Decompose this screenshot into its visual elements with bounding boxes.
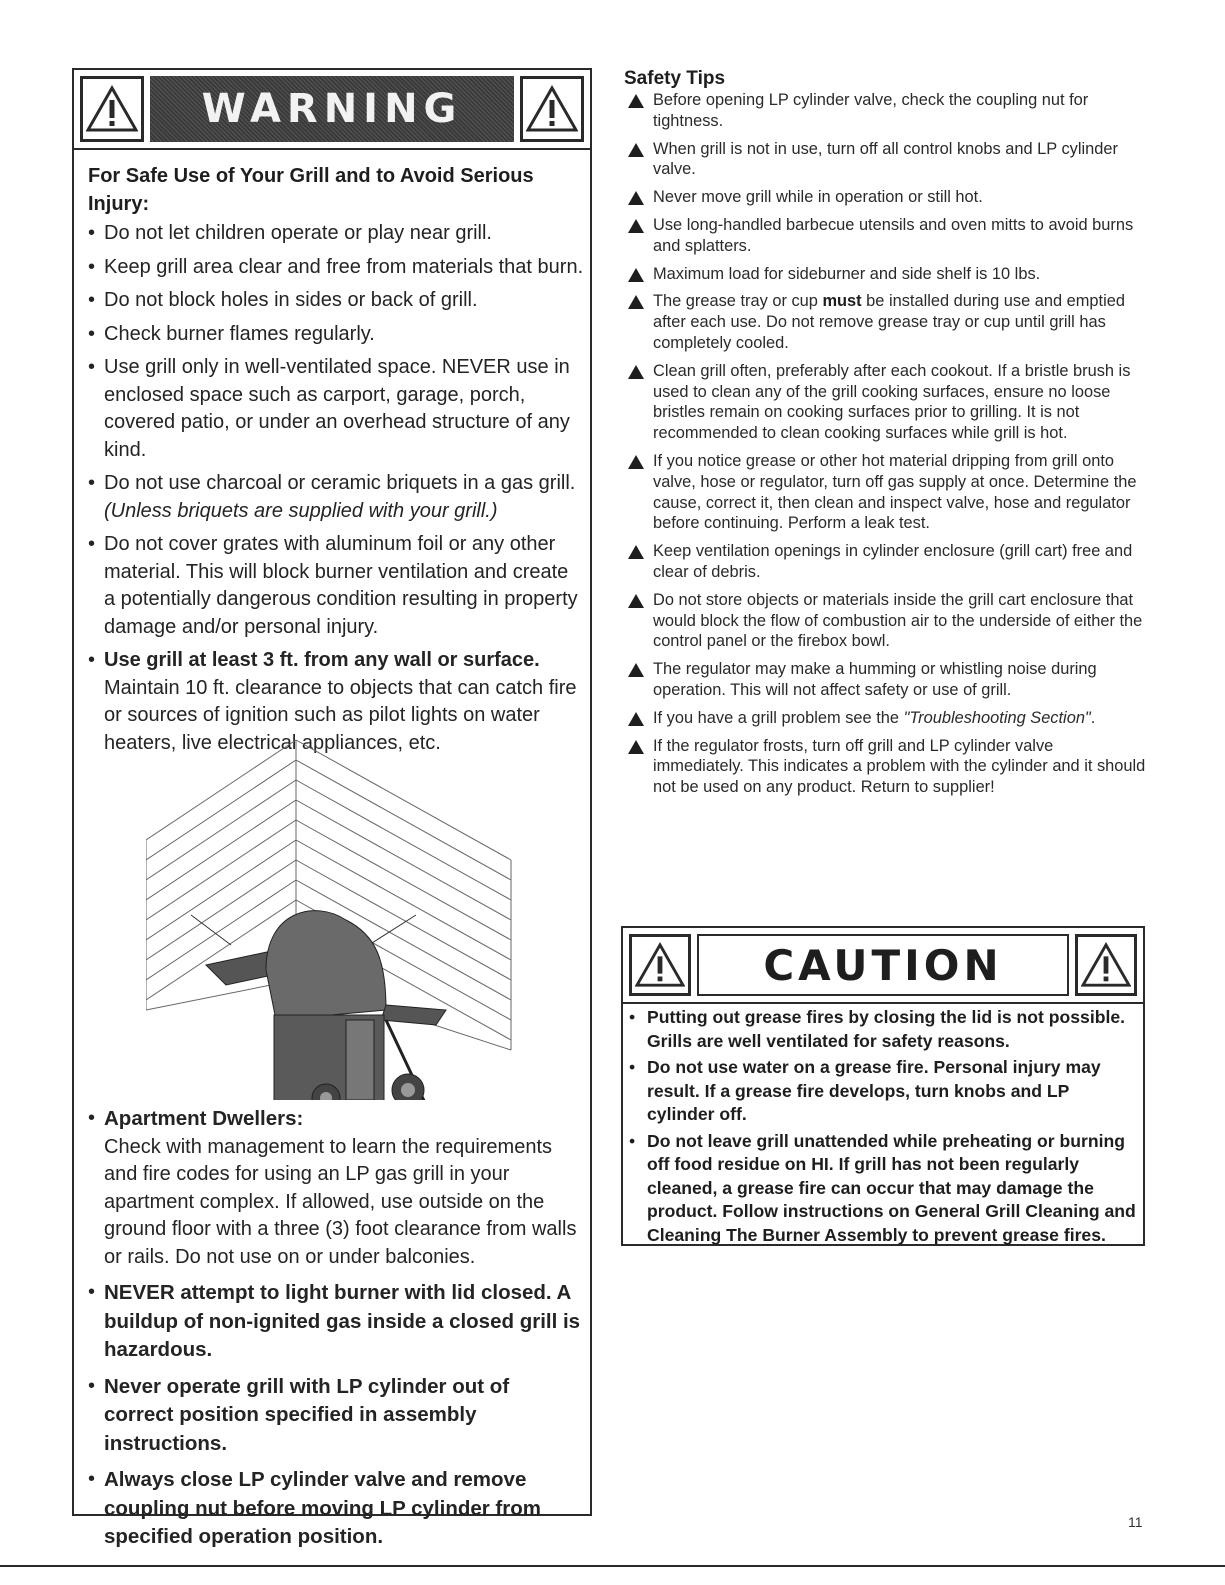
triangle-bullet-icon <box>628 219 644 233</box>
list-item <box>624 451 1146 534</box>
list-item <box>88 1279 584 1365</box>
list-item <box>88 1105 584 1271</box>
warning-item-text: Do not let children operate or play near grill. <box>104 222 492 244</box>
warning-item-text: Check with management to learn the requirements and fire codes for using an LP gas grill in your apartment complex. If allowed, use outside on the ground floor with a three (3) foot clearance from walls or rails. Do not use on or under balconies. <box>104 1135 577 1268</box>
warning-banner <box>74 70 590 150</box>
safety-tips-title: Safety Tips <box>624 68 726 89</box>
caution-box <box>621 926 1145 1246</box>
warning-banner-fill <box>150 76 514 142</box>
tip-text: Do not store objects or materials inside the grill cart enclosure that would block the flow of combustion air to the underside of either the control panel or the firebox bowl. <box>653 590 1143 651</box>
tip-text: Maximum load for sideburner and side shelf is 10 lbs. <box>653 264 1041 283</box>
warning-triangle-icon <box>629 934 691 996</box>
list-item: • Do not leave grill unattended while preheating or burning off food residue on HI. If grill has not been regularly cleaned, a grease fire can occur that may damage the product. Follow instructions on General Grill Cleaning and Cleaning The Burner Assembly to prevent grease fires. <box>627 1130 1139 1248</box>
list-item <box>624 361 1146 444</box>
list-item <box>624 541 1146 583</box>
warning-triangle-icon <box>520 76 584 142</box>
tip-text: Before opening LP cylinder valve, check the coupling nut for tightness. <box>653 91 1089 130</box>
triangle-bullet-icon <box>628 94 644 108</box>
list-item <box>88 254 584 282</box>
list-item <box>624 90 1146 132</box>
warning-banner-text: WARNING <box>201 86 463 132</box>
warning-lower-list <box>88 1105 584 1560</box>
list-item <box>624 659 1146 701</box>
warning-item-bold: Use grill at least 3 ft. from any wall or surface. <box>104 649 540 671</box>
warning-item-text: Do not cover grates with aluminum foil or any other material. This will block burner ventilation and create a potentially dangerous condition resulting in property damage and/or personal injury. <box>104 533 578 638</box>
caution-banner-fill <box>697 934 1069 996</box>
tip-text-pre: If you have a grill problem see the <box>653 708 904 727</box>
tip-text: If the regulator frosts, turn off grill and LP cylinder valve immediately. This indicates a problem with the cylinder and it should not be used on any product. Return to supplier! <box>653 736 1146 797</box>
triangle-bullet-icon <box>628 594 644 608</box>
triangle-bullet-icon <box>628 365 644 379</box>
tip-text-bold: must <box>822 292 862 311</box>
warning-item-text: Use grill only in well-ventilated space. NEVER use in enclosed space such as carport, garage, porch, covered patio, or under an overhead structure of any kind. <box>104 356 570 461</box>
list-item <box>88 1466 584 1552</box>
tip-text: Keep ventilation openings in cylinder enclosure (grill cart) free and clear of debris. <box>653 542 1133 581</box>
warning-item-text: Keep grill area clear and free from materials that burn. <box>104 255 584 278</box>
bottom-divider <box>0 1565 1225 1567</box>
warning-item-text: Do not block holes in sides or back of grill. <box>104 289 478 311</box>
tip-text: Use long-handled barbecue utensils and oven mitts to avoid burns and splatters. <box>653 215 1134 255</box>
list-item: • Putting out grease fires by closing the lid is not possible. Grills are well ventilated for safety reasons. <box>627 1006 1139 1053</box>
safety-tips-list <box>624 90 1146 798</box>
list-item <box>88 287 584 315</box>
warning-box <box>72 68 592 1548</box>
warning-item-text: Maintain 10 ft. clearance to objects that can catch fire or sources of ignition such as pilot lights on water heaters, live electrical appliances, etc. <box>104 676 577 754</box>
tip-text-italic: "Troubleshooting Section" <box>903 708 1091 727</box>
list-item <box>624 291 1146 353</box>
triangle-bullet-icon <box>628 191 644 205</box>
warning-triangle-icon <box>80 76 144 142</box>
list-item: • Do not use water on a grease fire. Personal injury may result. If a grease fire develops, turn knobs and LP cylinder off. <box>627 1056 1139 1127</box>
warning-triangle-icon <box>1075 934 1137 996</box>
caution-list <box>627 1006 1139 1250</box>
list-item <box>88 1373 584 1459</box>
triangle-bullet-icon <box>628 295 644 309</box>
triangle-bullet-icon <box>628 740 644 754</box>
warning-item-bold: NEVER attempt to light burner with lid closed. A buildup of non-ignited gas inside a closed grill is hazardous. <box>104 1281 581 1361</box>
tip-text: The regulator may make a humming or whistling noise during operation. This will not affect safety or use of grill. <box>653 660 1097 699</box>
warning-item-text: Check burner flames regularly. <box>104 322 375 345</box>
triangle-bullet-icon <box>628 663 644 677</box>
warning-item-bold: Always close LP cylinder valve and remove coupling nut before moving LP cylinder from specified operation position. <box>104 1468 541 1548</box>
tip-text: Clean grill often, preferably after each cookout. If a bristle brush is used to clean any of the grill cooking surfaces, ensure no loose bristles remain on cooking surfaces prior to grilling. It is not recommended to clean cooking surfaces while grill is hot. <box>653 361 1131 443</box>
safety-tips-section <box>624 68 1146 805</box>
tip-text-pre: The grease tray or cup <box>653 292 823 311</box>
list-item <box>624 139 1146 181</box>
tip-text: . <box>1090 708 1096 727</box>
warning-heading: For Safe Use of Your Grill and to Avoid Serious Injury: <box>88 165 534 215</box>
caution-banner <box>623 928 1143 1004</box>
tip-text: Never move grill while in operation or still hot. <box>653 188 983 207</box>
list-item <box>88 470 584 525</box>
list-item <box>88 220 584 248</box>
list-item <box>624 215 1146 257</box>
triangle-bullet-icon <box>628 455 644 469</box>
tip-text: be installed during use and emptied after each use. Do not remove grease tray or cup until grill has completely cooled. <box>653 292 1125 352</box>
tip-text: If you notice grease or other hot material dripping from grill onto valve, hose or regulator, turn off gas supply at once. Determine the cause, correct it, then clean and inspect valve, hose and regulator before continuing. Perform a leak test. <box>653 451 1137 533</box>
grill-clearance-illustration <box>146 720 526 1100</box>
list-item <box>88 321 584 349</box>
list-item <box>88 531 584 641</box>
triangle-bullet-icon <box>628 545 644 559</box>
triangle-bullet-icon <box>628 143 644 157</box>
list-item <box>624 736 1146 798</box>
warning-list <box>88 220 584 763</box>
list-item <box>624 590 1146 652</box>
triangle-bullet-icon <box>628 268 644 282</box>
list-item <box>624 264 1146 285</box>
warning-item-note: (Unless briquets are supplied with your grill.) <box>104 499 498 522</box>
list-item <box>88 354 584 464</box>
tip-text: When grill is not in use, turn off all control knobs and LP cylinder valve. <box>653 139 1118 179</box>
warning-item-bold: Never operate grill with LP cylinder out of correct position specified in assembly instructions. <box>104 1374 510 1455</box>
page-number: 11 <box>1128 1514 1143 1530</box>
warning-item-text: Do not use charcoal or ceramic briquets in a gas grill. <box>104 472 576 494</box>
list-item <box>624 708 1146 729</box>
triangle-bullet-icon <box>628 712 644 726</box>
warning-item-bold: Apartment Dwellers: <box>104 1107 304 1130</box>
list-item <box>624 187 1146 208</box>
caution-banner-text: CAUTION <box>763 940 1003 990</box>
